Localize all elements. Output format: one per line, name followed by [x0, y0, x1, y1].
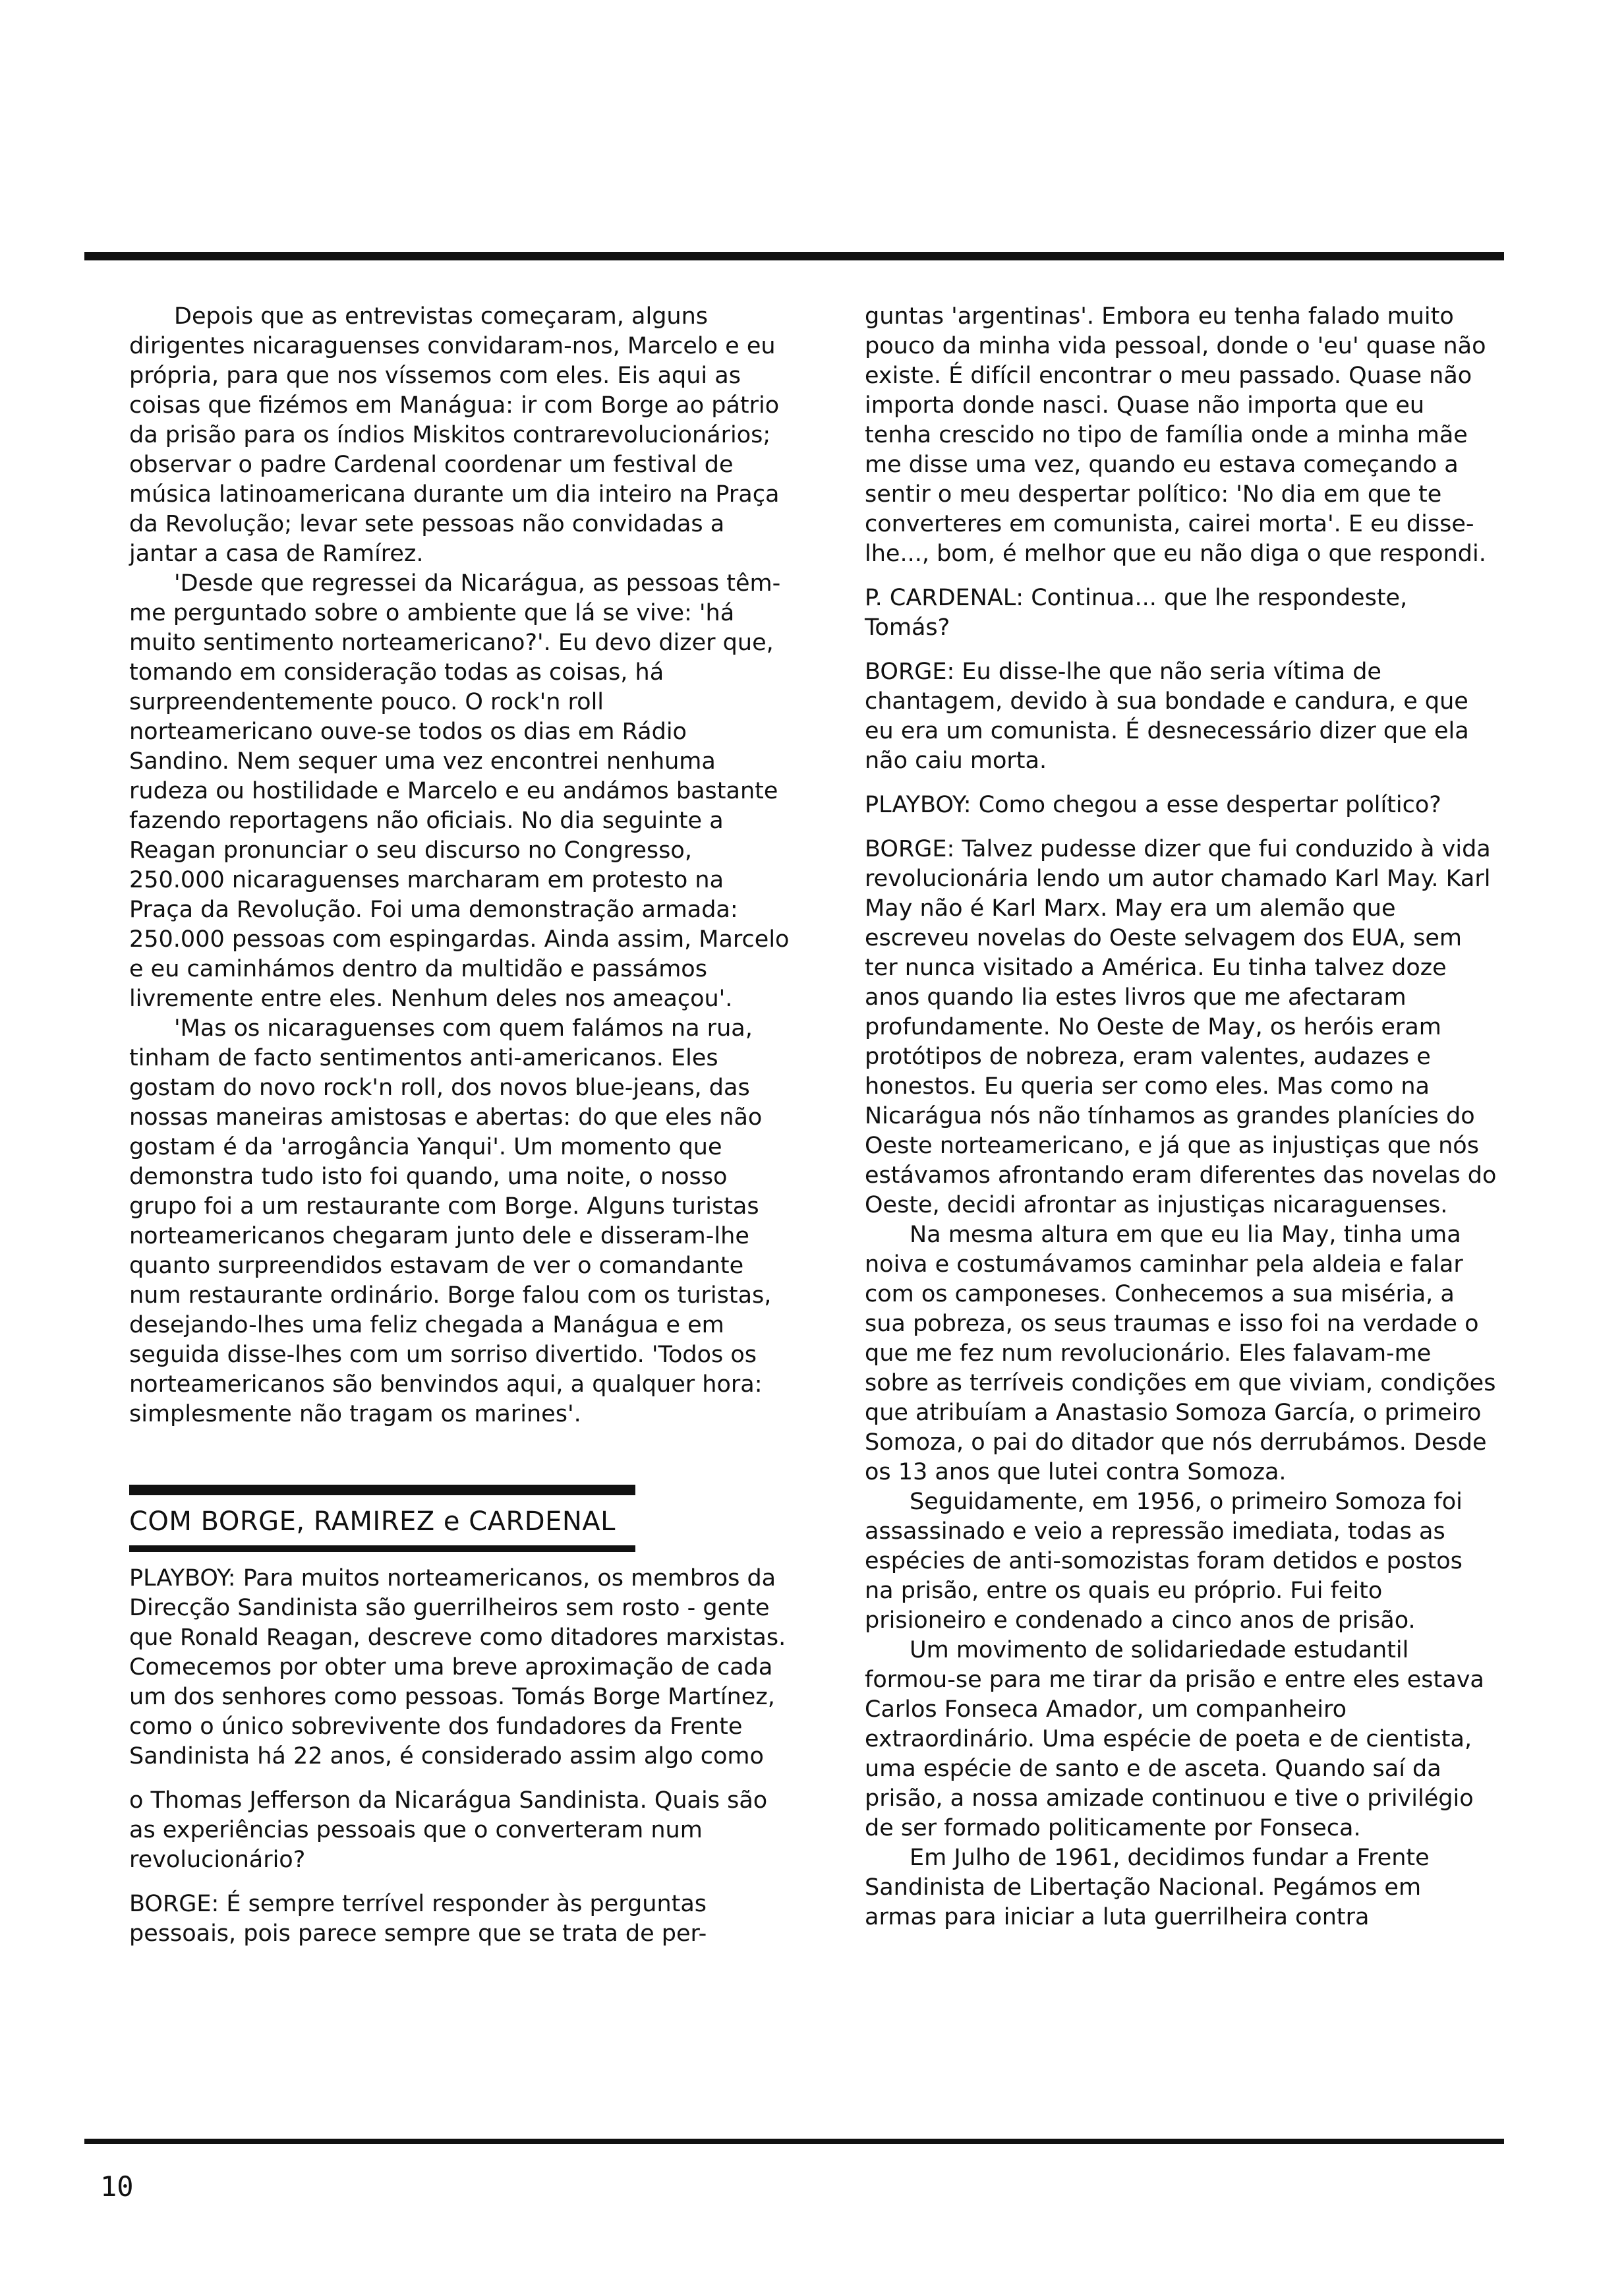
section-top-bar [129, 1485, 635, 1495]
paragraph: Em Julho de 1961, decidimos fundar a Frente Sandinista de Libertação Nacional. Pegámos em armas para iniciar a luta guerrilheira contra [865, 1845, 1430, 1930]
paragraph: BORGE: É sempre terrível responder às perguntas pessoais, pois parece sempre que se trata de per- [129, 1891, 707, 1947]
bottom-rule [84, 2139, 1504, 2144]
paragraph: Depois que as entrevistas começaram, alguns dirigentes nicaraguenses convidaram-nos, Marcelo e eu própria, para que nos víssemos com eles. Eis aqui as coisas que fizémos em Manágua: ir com Borge ao pátrio da prisão para os índios Miskitos contrarevolucionários; observar o padre Cardenal coordenar um festival de música latinoamericana durante um dia inteiro na Praça da Revolução; levar sete pessoas não convidadas a jantar a casa de Ramírez. [129, 303, 780, 567]
top-rule [84, 252, 1504, 260]
paragraph: 'Desde que regressei da Nicarágua, as pessoas têm-me perguntado sobre o ambiente que lá se vive: 'há muito sentimento norteamericano?'. Eu devo dizer que, tomando em consideração todas as coisas, há surpreendentemente pouco. O rock'n roll norteamericano ouve-se todos os dias em Rádio Sandino. Nem sequer uma vez encontrei nenhuma rudeza ou hostilidade e Marcelo e eu andámos bastante fazendo reportagens não oficiais. No dia seguinte a Reagan pronunciar o seu discurso no Congresso, 250.000 nicaraguenses marcharam em protesto na Praça da Revolução. Foi uma demonstração armada: 250.000 pessoas com espingardas. Ainda assim, Marcelo e eu caminhámos dentro da multidão e passámos livremente entre eles. Nenhum deles nos ameaçou'. [129, 570, 790, 1012]
paragraph: BORGE: Eu disse-lhe que não seria vítima de chantagem, devido à sua bondade e candura, e que eu era um comunista. É desnecessário dizer que ela não caiu morta. [865, 659, 1469, 774]
paragraph: PLAYBOY: Para muitos norteamericanos, os membros da Direcção Sandinista são guerrilheiros sem rosto - gente que Ronald Reagan, descreve como ditadores marxistas. Comecemos por obter uma breve aproximação de cada um dos senhores como pessoas. Tomás Borge Martínez, como o único sobrevivente dos fundadores da Frente Sandinista há 22 anos, é considerado assim algo como [129, 1565, 786, 1769]
page-number: 10 [100, 2170, 134, 2203]
section-header [129, 1485, 635, 1552]
section-title: COM BORGE, RAMIREZ e CARDENAL [129, 1506, 616, 1537]
paragraph: PLAYBOY: Como chegou a esse despertar político? [865, 792, 1441, 818]
left-column [129, 302, 790, 1949]
paragraph: Um movimento de solidariedade estudantil formou-se para me tirar da prisão e entre eles estava Carlos Fonseca Amador, um companheiro extraordinário. Uma espécie de poeta e de cientista, uma espécie de santo e de asceta. Quando saí da prisão, a nossa amizade continuou e tive o privilégio de ser formado politicamente por Fonseca. [865, 1637, 1484, 1841]
section-bottom-bar [129, 1545, 635, 1552]
paragraph: o Thomas Jefferson da Nicarágua Sandinista. Quais são as experiências pessoais que o converteram num revolucionário? [129, 1787, 768, 1873]
paragraph: 'Mas os nicaraguenses com quem falámos na rua, tinham de facto sentimentos anti-americanos. Eles gostam do novo rock'n roll, dos novos blue-jeans, das nossas maneiras amistosas e abertas: do que eles não gostam é da 'arrogância Yanqui'. Um momento que demonstra tudo isto foi quando, uma noite, o nosso grupo foi a um restaurante com Borge. Alguns turistas norteamericanos chegaram junto dele e disseram-lhe quanto surpreendidos estavam de ver o comandante num restaurante ordinário. Borge falou com os turistas, desejando-lhes uma feliz chegada a Manágua e em seguida disse-lhes com um sorriso divertido. 'Todos os norteamericanos são benvindos aqui, a qualquer hora: simplesmente não tragam os marines'. [129, 1015, 772, 1427]
paragraph: Seguidamente, em 1956, o primeiro Somoza foi assassinado e veio a repressão imediata, todas as espécies de anti-somozistas foram detidos e postos na prisão, entre os quais eu próprio. Fui feito prisioneiro e condenado a cinco anos de prisão. [865, 1489, 1463, 1634]
paragraph: Na mesma altura em que eu lia May, tinha uma noiva e costumávamos caminhar pela aldeia e falar com os camponeses. Conhecemos a sua miséria, a sua pobreza, os seus traumas e isso foi na verdade o que me fez num revolucionário. Eles falavam-me sobre as terríveis condições em que viviam, condições que atribuíam a Anastasio Somoza García, o primeiro Somoza, o pai do ditador que nós derrubámos. Desde os 13 anos que lutei contra Somoza. [865, 1222, 1496, 1485]
paragraph: P. CARDENAL: Continua... que lhe respondeste, Tomás? [865, 585, 1408, 641]
right-column [865, 302, 1497, 1932]
paragraph: guntas 'argentinas'. Embora eu tenha falado muito pouco da minha vida pessoal, donde o 'eu' quase não existe. É difícil encontrar o meu passado. Quase não importa donde nasci. Quase não importa que eu tenha crescido no tipo de família onde a minha mãe me disse uma vez, quando eu estava começando a sentir o meu despertar político: 'No dia em que te converteres em comunista, cairei morta'. E eu disse-lhe..., bom, é melhor que eu não diga o que respondi. [865, 303, 1486, 567]
paragraph: BORGE: Talvez pudesse dizer que fui conduzido à vida revolucionária lendo um autor chamado Karl May. Karl May não é Karl Marx. May era um alemão que escreveu novelas do Oeste selvagem dos EUA, sem ter nunca visitado a América. Eu tinha talvez doze anos quando lia estes livros que me afectaram profundamente. No Oeste de May, os heróis eram protótipos de nobreza, eram valentes, audazes e honestos. Eu queria ser como eles. Mas como na Nicarágua nós não tínhamos as grandes planícies do Oeste norteamericano, e já que as injustiças que nós estávamos afrontando eram diferentes das novelas do Oeste, decidi afrontar as injustiças nicaraguenses. [865, 836, 1497, 1218]
